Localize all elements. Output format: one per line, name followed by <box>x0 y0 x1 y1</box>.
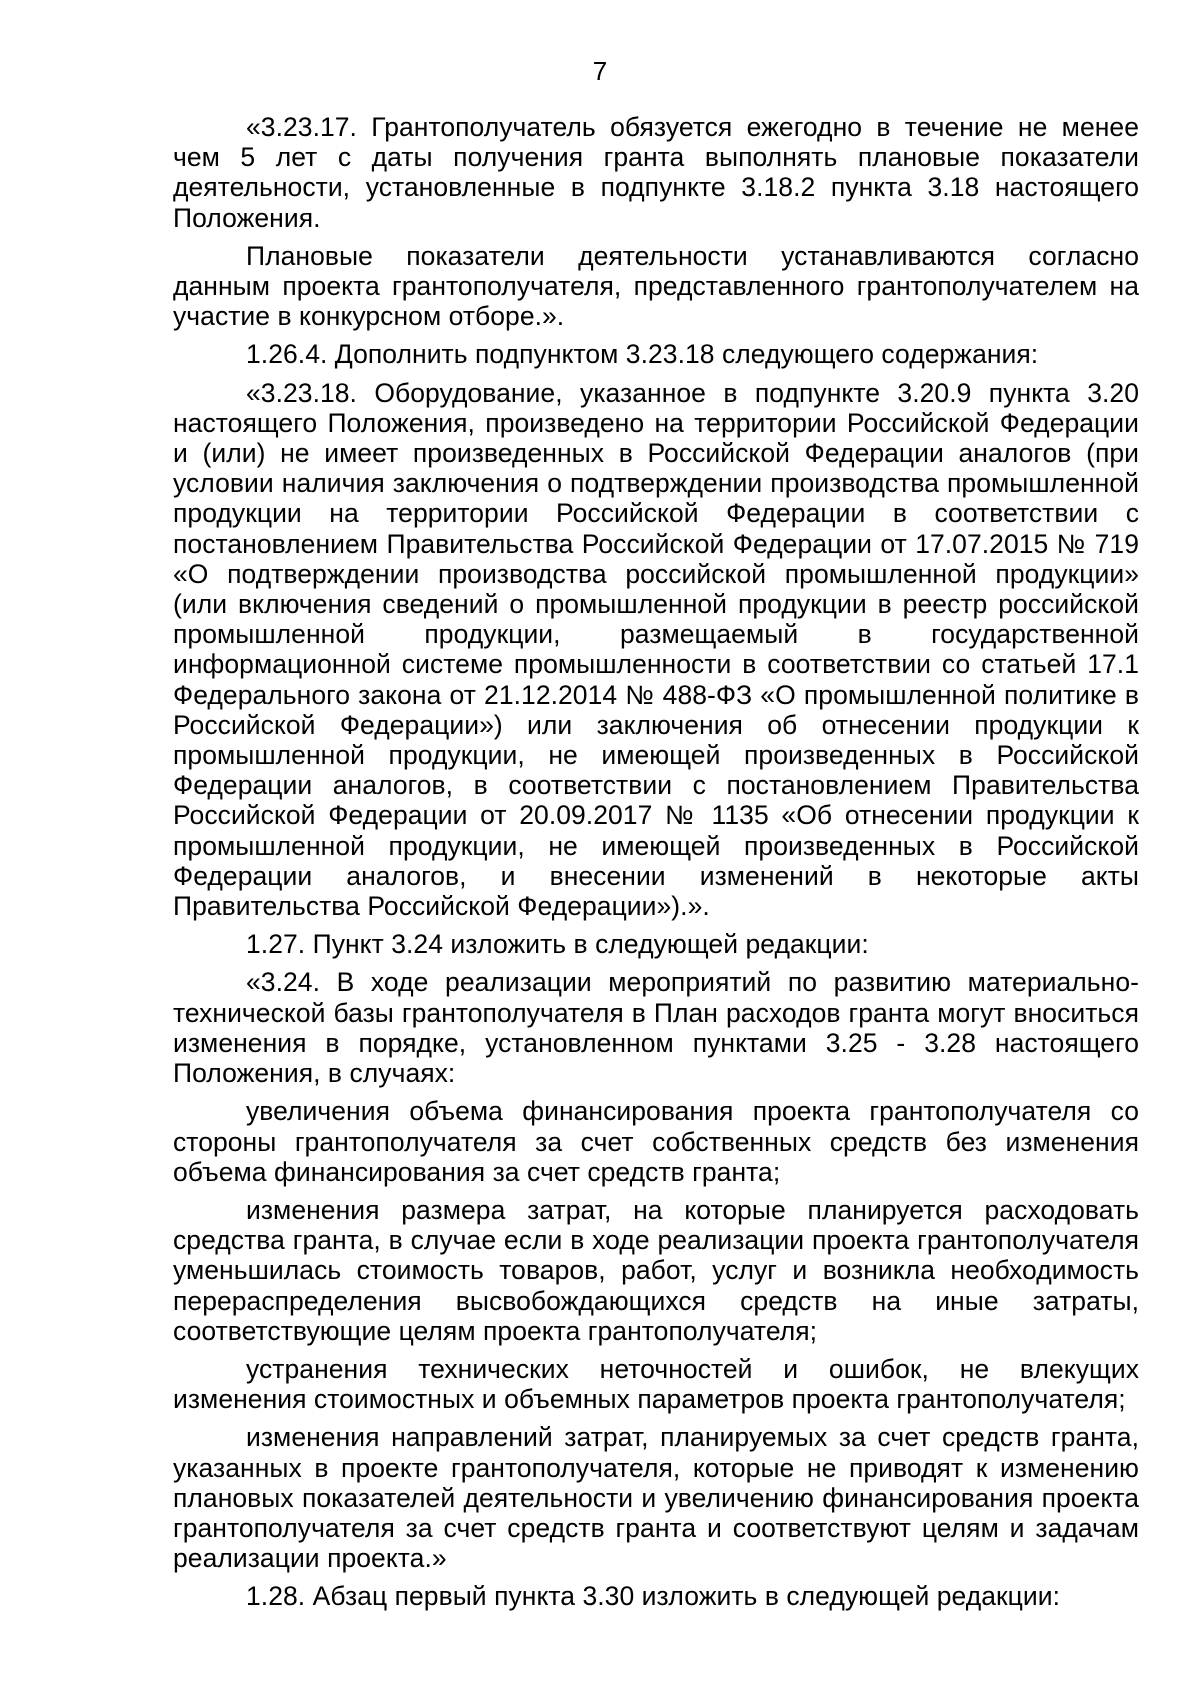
paragraph-3-23-17: «3.23.17. Грантополучатель обязуется ежегодно в течение не менее чем 5 лет с даты получения гранта выполнять плановые показатели деятельности, установленные в подпункте 3.18.2 пункта 3.18 настоящего Положения. <box>173 112 1139 233</box>
paragraph-1-28: 1.28. Абзац первый пункта 3.30 изложить в следующей редакции: <box>246 1581 1061 1612</box>
paragraph-case-technical-errors: устранения технических неточностей и ошибок, не влекущих изменения стоимостных и объемных параметров проекта грантополучателя; <box>173 1353 1139 1415</box>
paragraph-case-financing-increase: увеличения объема финансирования проекта грантополучателя со стороны грантополучателя за счет собственных средств без изменения объема финансирования за счет средств гранта; <box>173 1096 1139 1187</box>
paragraph-case-cost-change: изменения размера затрат, на которые планируется расходовать средства гранта, в случае если в ходе реализации проекта грантополучателя уменьшилась стоимость товаров, работ, услуг и возникла необходимость перераспределения высвобождающихся средств на иные затраты, соответствующие целям проекта грантополучателя; <box>173 1194 1139 1346</box>
paragraph-case-cost-directions: изменения направлений затрат, планируемых за счет средств гранта, указанных в проекте грантополучателя, которые не приводят к изменению плановых показателей деятельности и увеличению финансирования проекта грантополучателя за счет средств гранта и соответствуют целям и задачам реализации проекта.» <box>173 1422 1139 1574</box>
page-number: 7 <box>592 56 608 86</box>
paragraph-3-24: «3.24. В ходе реализации мероприятий по развитию материально-технической базы грантополучателя в План расходов гранта могут вноситься изменения в порядке, установленном пунктами 3.25 - 3.28 настоящего Положения, в случаях: <box>173 967 1139 1089</box>
paragraph-planned-indicators: Плановые показатели деятельности устанавливаются согласно данным проекта грантополучателя, представленного грантополучателем на участие в конкурсном отборе.». <box>173 240 1139 332</box>
paragraph-1-27: 1.27. Пункт 3.24 изложить в следующей редакции: <box>246 929 869 960</box>
paragraph-3-23-18: «3.23.18. Оборудование, указанное в подпункте 3.20.9 пункта 3.20 настоящего Положения, произведено на территории Российской Федерации и (или) не имеет произведенных в Российской Федерации аналогов (при условии наличия заключения о подтверждении производства промышленной продукции на территории Российской Федерации в соответствии с постановлением Правительства Российской Федерации от 17.07.2015 № 719 «О подтверждении производства российской промышленной продукции» (или включения сведений о промышленной продукции в реестр российской промышленной продукции, размещаемый в государственной информационной системе промышленности в соответствии со статьей 17.1 Федерального закона от 21.12.2014 № 488-ФЗ «О промышленной политике в Российской Федерации») или заключения об отнесении продукции к промышленной продукции, не имеющей произведенных в Российской Федерации аналогов, в соответствии с постановлением Правительства Российской Федерации от 20.09.2017 № 1135 «Об отнесении продукции к промышленной продукции, не имеющей произведенных в Российской Федерации аналогов, и внесении изменений в некоторые акты Правительства Российской Федерации»).». <box>173 377 1139 922</box>
paragraph-1-26-4: 1.26.4. Дополнить подпунктом 3.23.18 следующего содержания: <box>246 339 1039 370</box>
document-body <box>173 112 1139 1620</box>
